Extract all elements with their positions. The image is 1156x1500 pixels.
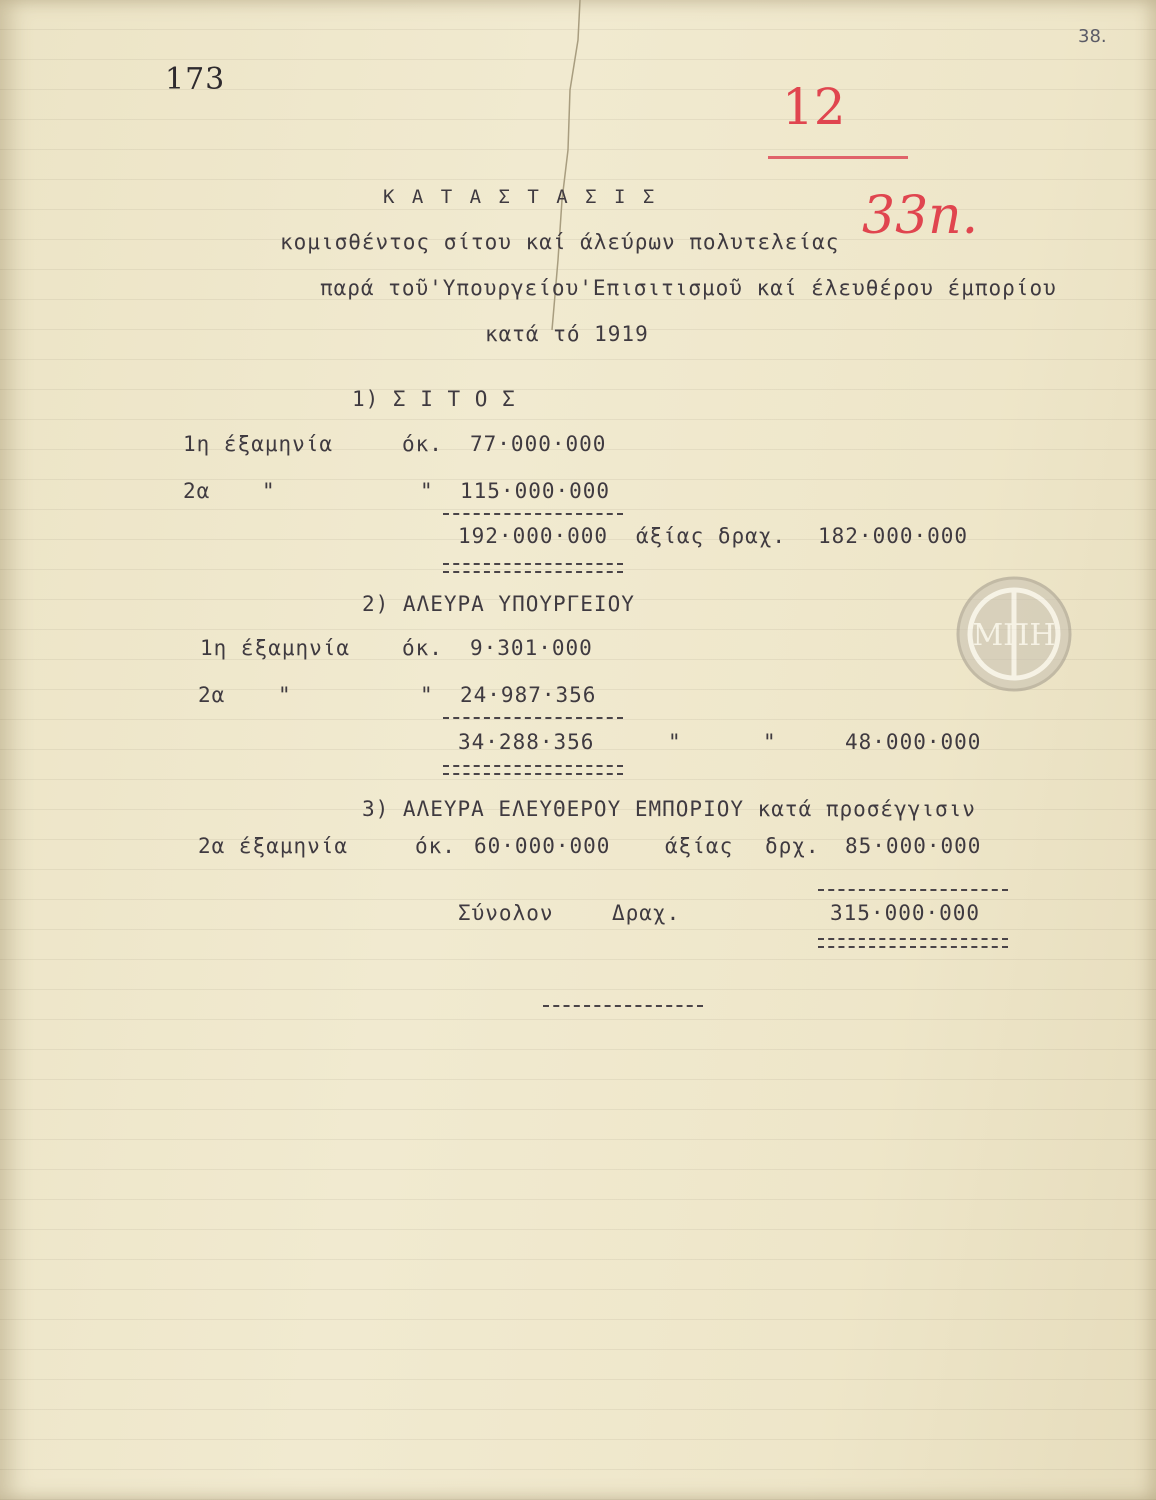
section1-heading: 1) Σ Ι Τ Ο Σ bbox=[352, 387, 516, 411]
section3-row1-value: 85·000·000 bbox=[845, 834, 982, 858]
section1-row1-label: 1η έξαμηνία bbox=[183, 432, 334, 456]
section2-total-value: 48·000·000 bbox=[845, 730, 982, 754]
section1-row1-qty: 77·000·000 bbox=[470, 432, 607, 456]
grand-total-rule bbox=[818, 889, 1008, 891]
grand-total-value: 315·000·000 bbox=[830, 901, 981, 925]
section1-row2-unit: " bbox=[420, 479, 434, 503]
section1-total-value-label: άξίας δραχ. bbox=[636, 524, 787, 548]
section1-sum-rule bbox=[443, 513, 623, 515]
archive-stamp-logo bbox=[955, 575, 1073, 693]
section2-heading: 2) ΑΛΕΥΡΑ ΥΠΟΥΡΓΕΙΟΥ bbox=[362, 592, 635, 616]
section3-row1-qty: 60·000·000 bbox=[474, 834, 611, 858]
section2-row2-ditto: " bbox=[278, 683, 292, 707]
corner-number: 38. bbox=[1078, 26, 1107, 47]
section1-row2-ditto: " bbox=[262, 479, 276, 503]
grand-total-double-rule bbox=[818, 938, 1008, 948]
section1-total-value: 182·000·000 bbox=[818, 524, 969, 548]
section3-row1-value-label-1: άξίας bbox=[665, 834, 734, 858]
section1-row2-qty: 115·000·000 bbox=[460, 479, 611, 503]
section2-row1-label: 1η έξαμηνία bbox=[200, 636, 351, 660]
section2-total-ditto-2: " bbox=[763, 730, 777, 754]
closing-rule bbox=[543, 1005, 703, 1007]
section1-row1-unit: όκ. bbox=[402, 432, 443, 456]
subtitle-line-2: παρά τοῦ'Υπουργείου'Επισιτισμοῦ καί έλευθέρου έμπορίου bbox=[320, 276, 1057, 300]
red-annotation-top: 12 bbox=[782, 78, 846, 136]
red-underline bbox=[768, 156, 908, 159]
document-title: Κ Α Τ Α Σ Τ Α Σ Ι Σ bbox=[383, 186, 658, 208]
section2-row1-unit: όκ. bbox=[402, 636, 443, 660]
section2-total-qty: 34·288·356 bbox=[458, 730, 595, 754]
svg-text:ΜΠΗ: ΜΠΗ bbox=[972, 618, 1056, 653]
subtitle-line-1: κομισθέντος σίτου καί άλεύρων πολυτελείας bbox=[280, 230, 840, 254]
red-annotation-side: 33n. bbox=[862, 186, 979, 246]
section2-total-double-rule bbox=[443, 765, 623, 775]
section3-row1-unit: όκ. bbox=[415, 834, 456, 858]
grand-total-label: Σύνολον bbox=[458, 901, 554, 925]
section1-total-double-rule bbox=[443, 563, 623, 573]
subtitle-line-3: κατά τό 1919 bbox=[485, 322, 649, 346]
section2-row2-label: 2α bbox=[198, 683, 226, 707]
section3-row1-value-label-2: δρχ. bbox=[765, 834, 820, 858]
section1-row2-label: 2α bbox=[183, 479, 211, 503]
section3-row1-label: 2α έξαμηνία bbox=[198, 834, 349, 858]
paper-crease bbox=[540, 0, 600, 360]
section3-heading: 3) ΑΛΕΥΡΑ ΕΛΕΥΘΕΡΟΥ ΕΜΠΟΡΙΟΥ κατά προσέγγισιν bbox=[362, 797, 976, 821]
grand-total-unit: Δραχ. bbox=[612, 901, 681, 925]
section2-row2-qty: 24·987·356 bbox=[460, 683, 597, 707]
section2-sum-rule bbox=[443, 717, 623, 719]
section2-row2-unit: " bbox=[420, 683, 434, 707]
section2-row1-qty: 9·301·000 bbox=[470, 636, 593, 660]
section1-total-qty: 192·000·000 bbox=[458, 524, 609, 548]
section2-total-ditto-1: " bbox=[668, 730, 682, 754]
page-number: 173 bbox=[165, 62, 226, 97]
